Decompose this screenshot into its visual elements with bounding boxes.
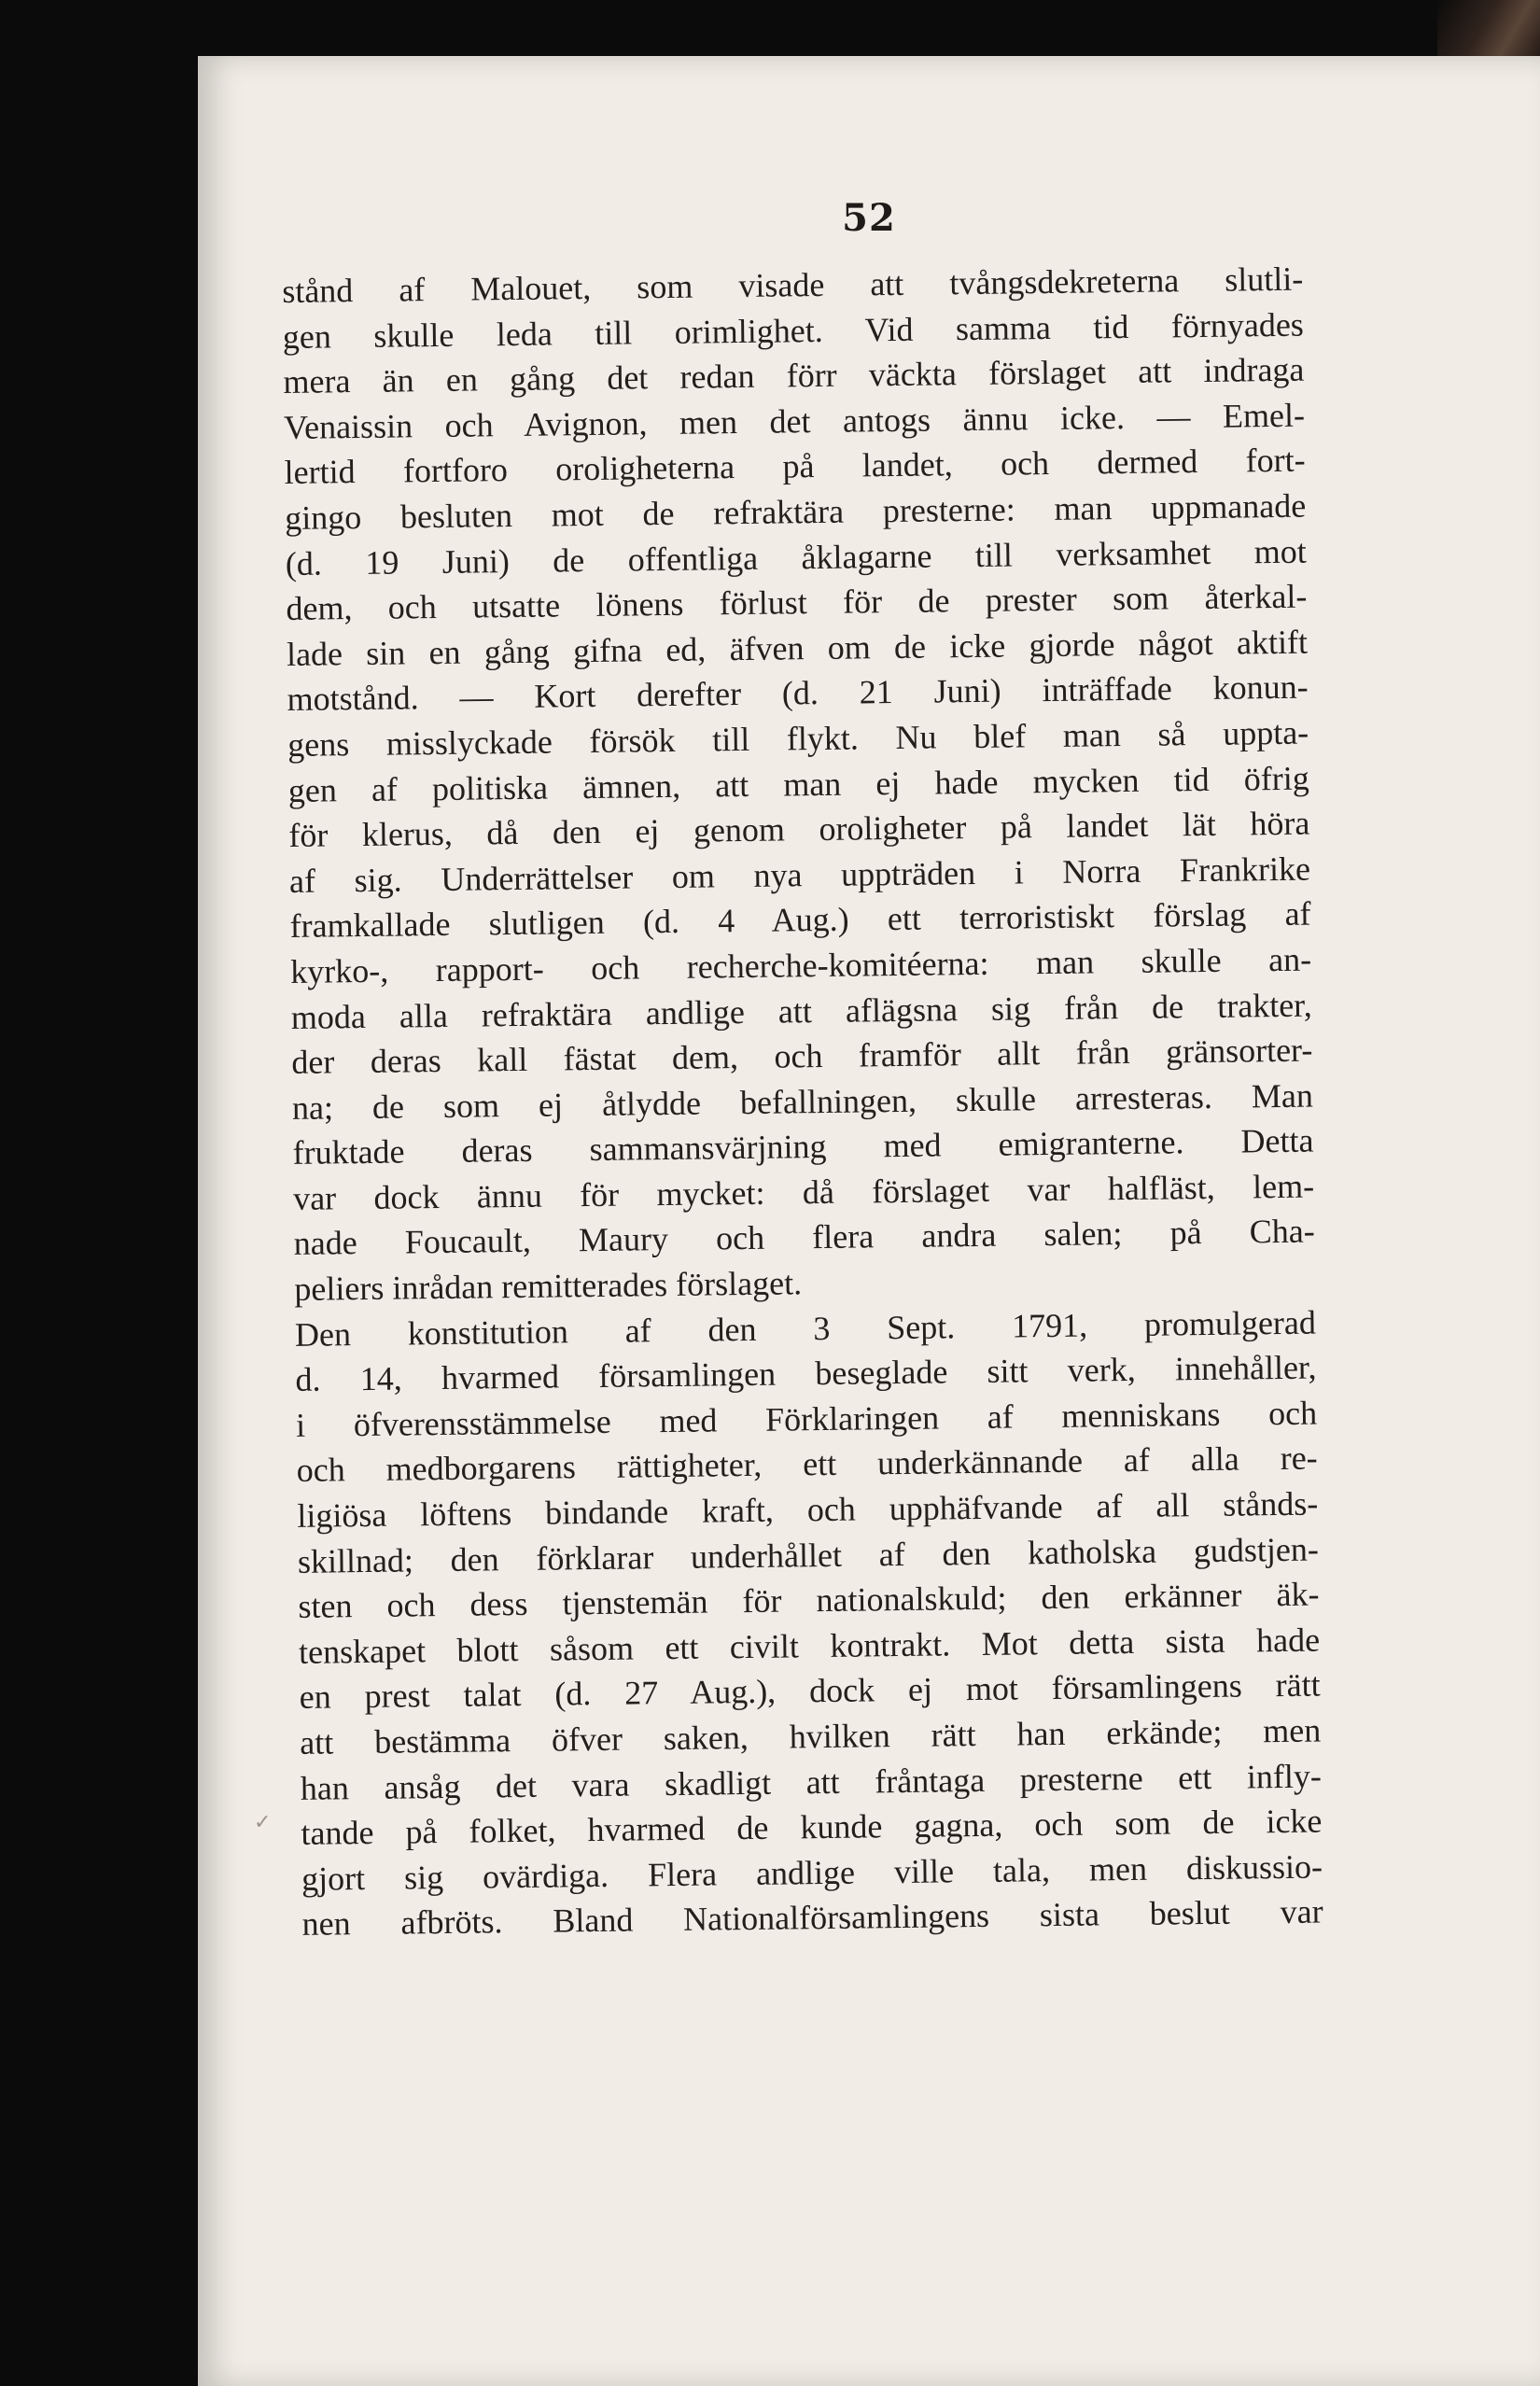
page-number: 52 <box>842 196 896 240</box>
text-line: af sig. Underrättelser om nya uppträden i Norra Frankrike <box>288 849 1311 900</box>
text-line: ligiösa löftens bindande kraft, och upphäfvande af all stånds- <box>297 1484 1319 1535</box>
text-line: gjort sig ovärdiga. Flera andlige ville tala, men diskussio- <box>301 1847 1323 1898</box>
text-line: kyrko-, rapport- och recherche-komitéerna: man skulle an- <box>289 940 1312 990</box>
text-line: en prest talat (d. 27 Aug.), dock ej mot församlingens rätt <box>299 1665 1321 1717</box>
text-line: lertid fortforo oroligheterna på landet, och dermed fort- <box>284 441 1306 492</box>
text-line: sten och dess tjenstemän för nationalskuld; den erkänner äk- <box>298 1575 1320 1626</box>
text-line: dem, och utsatte lönens förlust för de prester som återkal- <box>286 577 1308 628</box>
text-line: och medborgarens rättigheter, ett underkännande af alla re- <box>296 1439 1318 1490</box>
text-line: tande på folket, hvarmed de kunde gagna, och som de icke <box>301 1802 1323 1853</box>
text-line: moda alla refraktära andlige att aflägsna sig från de trakter, <box>290 986 1312 1036</box>
text-line: gingo besluten mot de refraktära presterne: man uppmanade <box>285 486 1307 537</box>
text-line: lade sin en gång gifna ed, äfven om de icke gjorde något aktift <box>286 623 1309 673</box>
text-line: Den konstitution af den 3 Sept. 1791, promulgerad <box>294 1303 1317 1354</box>
book-page <box>198 56 1540 2386</box>
text-line: motstånd. — Kort derefter (d. 21 Juni) inträffade konun- <box>287 667 1309 719</box>
text-line: i öfverensstämmelse med Förklaringen af menniskans och <box>295 1394 1318 1444</box>
text-line: framkallade slutligen (d. 4 Aug.) ett terroristiskt förslag af <box>289 894 1311 946</box>
text-line: för klerus, då den ej genom oroligheter på landet lät höra <box>288 804 1310 855</box>
text-line: han ansåg det vara skadligt att fråntaga presterne ett infly- <box>300 1757 1323 1807</box>
text-line: d. 14, hvarmed församlingen beseglade sitt verk, innehåller, <box>295 1348 1317 1399</box>
text-line: gens misslyckade försök till flykt. Nu blef man så uppta- <box>287 713 1309 764</box>
body-text <box>282 257 1323 1947</box>
text-line: mera än en gång det redan förr väckta förslaget att indraga <box>283 350 1305 401</box>
text-line: nade Foucault, Maury och flera andra salen; på Cha- <box>293 1213 1315 1263</box>
torn-paper-edge <box>1437 0 1540 56</box>
text-line: stånd af Malouet, som visade att tvångsdekreterna slutli- <box>282 260 1304 310</box>
text-line: var dock ännu för mycket: då förslaget var halfläst, lem- <box>292 1167 1315 1217</box>
text-line: nen afbröts. Bland Nationalförsamlingens sista beslut var <box>301 1892 1323 1944</box>
text-line: na; de som ej åtlydde befallningen, skulle arresteras. Man <box>291 1076 1314 1127</box>
stray-mark: ✓ <box>254 1811 272 1834</box>
text-line: att bestämma öfver saken, hvilken rätt han erkände; men <box>300 1711 1322 1761</box>
text-line: (d. 19 Juni) de offentliga åklagarne till verksamhet mot <box>285 532 1308 582</box>
text-line: gen skulle leda till orimlighet. Vid samma tid förnyades <box>282 305 1305 356</box>
text-line: Venaissin och Avignon, men det antogs ännu icke. — Emel- <box>283 396 1306 446</box>
text-line: fruktade deras sammansvärjning med emigranterne. Detta <box>292 1121 1314 1172</box>
text-line: gen af politiska ämnen, att man ej hade mycken tid öfrig <box>287 759 1309 809</box>
text-line: peliers inrådan remitterades förslaget. <box>294 1264 803 1308</box>
text-line: tenskapet blott såsom ett civilt kontrakt. Mot detta sista hade <box>298 1621 1321 1671</box>
text-line: der deras kall fästat dem, och framför allt från gränsorter- <box>291 1031 1313 1082</box>
text-line: skillnad; den förklarar underhållet af den katholska gudstjen- <box>297 1530 1320 1580</box>
